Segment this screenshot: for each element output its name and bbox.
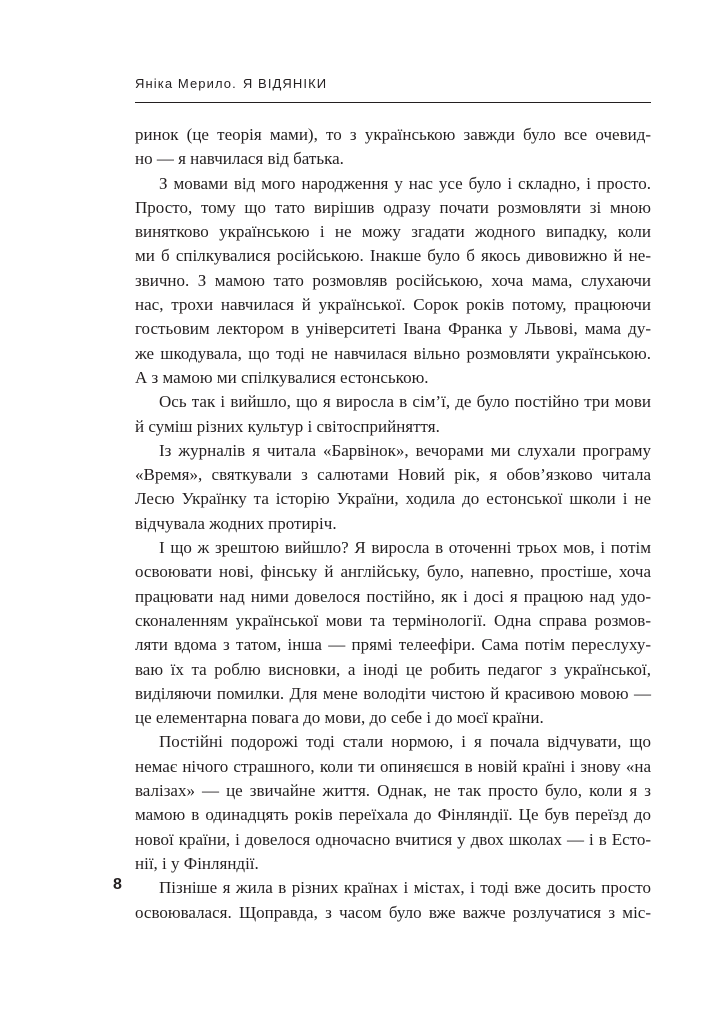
text-line: й суміш різних культур і світосприйняття. bbox=[135, 416, 440, 436]
text-line: нас, трохи навчилася й української. Сорок років потому, працюючи bbox=[135, 295, 651, 315]
text-line: Пізніше я жила в різних країнах і містах, і тоді вже досить просто bbox=[159, 878, 651, 898]
header-rule bbox=[135, 102, 651, 103]
text-line: ляти вдома з татом, інша — прямі телеефіри. Сама потім переслуху- bbox=[135, 635, 651, 655]
text-line: ваю їх та роблю висновки, а іноді це робить педагог з української, bbox=[135, 659, 651, 679]
running-head-book-title: Я ВІДЯНІКИ bbox=[242, 76, 328, 91]
text-line: валізах» — це звичайне життя. Однак, не так просто було, коли я з bbox=[135, 781, 651, 801]
text-line: нії, і у Фінляндії. bbox=[135, 853, 259, 873]
text-line: відчувала жодних протиріч. bbox=[135, 513, 337, 533]
text-line: винятково українською і не можу згадати жодного випадку, коли bbox=[135, 222, 651, 242]
text-line: Лесю Українку та історію України, ходила до естонської школи і не bbox=[135, 489, 651, 509]
text-line: освоювати нові, фінську й англійську, було, напевно, простіше, хоча bbox=[135, 562, 651, 582]
text-line: працювати над ними довелося постійно, як і досі я працюю над удо- bbox=[135, 586, 651, 606]
page-number: 8 bbox=[113, 876, 122, 893]
text-line: освоювалася. Щоправда, з часом було вже важче розлучатися з міс- bbox=[135, 902, 651, 922]
text-line: но — я навчилася від батька. bbox=[135, 149, 344, 169]
text-line: ринок (це теорія мами), то з українською завжди було все очевид- bbox=[135, 125, 651, 144]
text-line: І що ж зрештою вийшло? Я виросла в оточенні трьох мов, і потім bbox=[159, 538, 651, 558]
text-line: сконаленням української мови та термінології. Одна справа розмов- bbox=[135, 610, 651, 630]
running-head-author: Яніка Мерило. bbox=[135, 76, 237, 91]
text-line: гостьовим лектором в університеті Івана Франка у Львові, мама ду- bbox=[135, 319, 651, 339]
text-line: мамою в одинадцять років переїхала до Фінляндії. Це був переїзд до bbox=[135, 805, 651, 825]
text-line: З мовами від мого народження у нас усе було і складно, і просто. bbox=[159, 173, 651, 193]
text-line: А з мамою ми спілкувалися естонською. bbox=[135, 367, 429, 387]
text-line: Постійні подорожі тоді стали нормою, і я почала відчувати, що bbox=[159, 732, 651, 752]
text-line: звично. З мамою тато розмовляв російською, хоча мама, слухаючи bbox=[135, 270, 651, 290]
body-text bbox=[135, 123, 651, 925]
text-line: Із журналів я читала «Барвінок», вечорами ми слухали програму bbox=[159, 440, 651, 460]
text-line: виділяючи помилки. Для мене володіти чистою й красивою мовою — bbox=[135, 683, 651, 703]
running-head bbox=[135, 76, 327, 91]
text-line: Ось так і вийшло, що я виросла в сім’ї, де було постійно три мови bbox=[159, 392, 651, 412]
text-line: немає нічого страшного, коли ти опиняєшся в новій країні і знову «на bbox=[135, 756, 651, 776]
text-line: же шкодувала, що тоді не навчилася вільно розмовляти українською. bbox=[135, 343, 651, 363]
text-line: нової країни, і довелося одночасно вчитися у двох школах — і в Есто- bbox=[135, 829, 651, 849]
text-line: це елементарна повага до мови, до себе і до моєї країни. bbox=[135, 708, 544, 728]
text-line: ми б спілкувалися російською. Інакше було б якось дивовижно й не- bbox=[135, 246, 651, 266]
text-line: Просто, тому що тато вирішив одразу почати розмовляти зі мною bbox=[135, 197, 651, 217]
text-line: «Время», святкували з салютами Новий рік, я обов’язково читала bbox=[135, 465, 651, 485]
